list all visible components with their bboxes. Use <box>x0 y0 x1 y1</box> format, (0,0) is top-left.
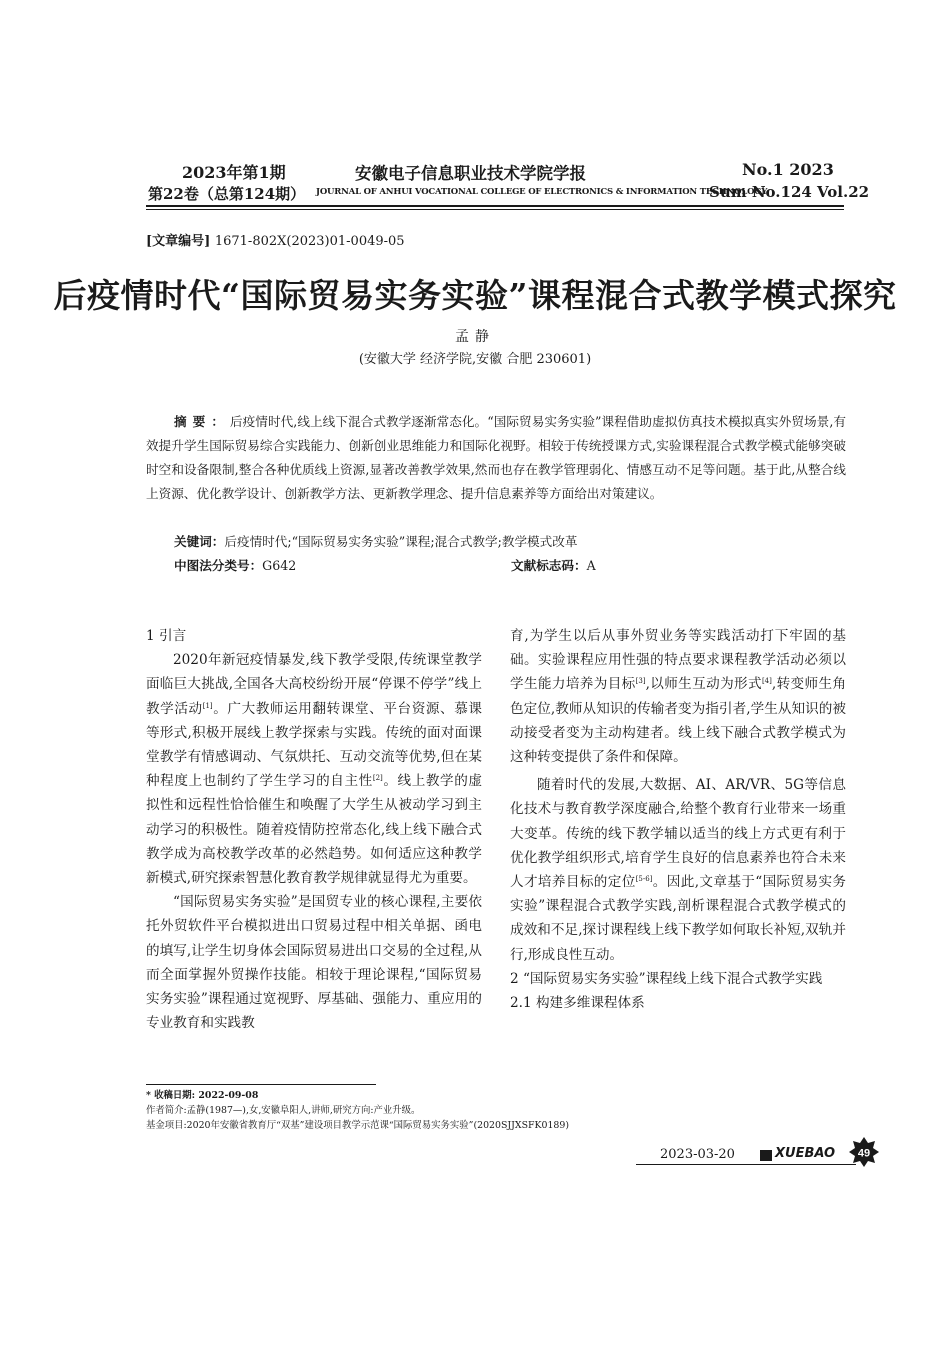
intro-paragraph-1: 2020年新冠疫情暴发,线下教学受限,传统课堂教学面临巨大挑战,全国各大高校纷纷开展“停课不停学”线上教学活动[1]。广大教师运用翻转课堂、平台资源、慕课等形式,积极开展线上教学探索与实践。传统的面对面课堂教学有情感调动、气氛烘托、互动交流等优势,但在某种程度上也制约了学生学习的自主性[2]。线上教学的虚拟性和远程性恰恰催生和唤醒了大学生从被动学习到主动学习的积极性。随着疫情防控常态化,线上线下融合式教学成为高校教学改革的必然趋势。如何适应这种教学新模式,研究探索智慧化教育教学规律就显得尤为重要。 <box>146 652 483 887</box>
author-affiliation: (安徽大学 经济学院,安徽 合肥 230601) <box>358 352 592 367</box>
abstract-text: 后疫情时代,线上线下混合式教学逐渐常态化。“国际贸易实务实验”课程借助虚拟仿真技术模拟真实外贸场景,有效提升学生国际贸易综合实践能力、创新创业思维能力和国际化视野。相较于传统授课方式,实验课程混合式教学模式能够突破时空和设备限制,整合各种优质线上资源,显著改善教学效果,然而也存在教学管理弱化、情感互动不足等问题。基于此,从整合线上资源、优化教学设计、创新教学方法、更新教学理念、提升信息素养等方面给出对策建议。 <box>146 414 847 501</box>
document-code <box>511 555 596 574</box>
fund-project: 基金项目:2020年安徽省教育厅“双基”建设项目教学示范课“国际贸易实务实验”(2020SJJXSFK0189) <box>146 1120 570 1131</box>
journal-title-en: JOURNAL OF ANHUI VOCATIONAL COLLEGE OF ELECTRONICS & INFORMATION TECHNOLOGY <box>316 187 768 197</box>
keywords-text: 后疫情时代;“国际贸易实务实验”课程;混合式教学;教学模式改革 <box>224 534 578 549</box>
page-number-badge <box>849 1137 879 1167</box>
footer-block-mark <box>760 1150 772 1161</box>
section-2-1-heading: 2.1 构建多维课程体系 <box>510 995 645 1012</box>
body-column-left <box>146 624 482 1035</box>
citation-4: [4] <box>761 677 772 686</box>
header-rule-thin <box>146 209 844 210</box>
issue-cn: 2023年第1期 <box>182 163 286 182</box>
doc-code-label: 文献标志码： <box>511 558 587 573</box>
issue-en: No.1 2023 <box>742 160 834 179</box>
citation-3: [3] <box>635 677 646 686</box>
volume-cn: 第22卷（总第124期） <box>148 185 306 203</box>
volume-en: Sum No.124 Vol.22 <box>709 183 870 201</box>
journal-title-cn: 安徽电子信息职业技术学院学报 <box>355 164 586 183</box>
header-rule-thick <box>146 205 844 207</box>
abstract-label: 摘要： <box>174 414 230 429</box>
citation-5-6: [5-6] <box>635 875 653 884</box>
intro-paragraph-2: “国际贸易实务实验”是国贸专业的核心课程,主要依托外贸软件平台模拟进出口贸易过程中相关单据、函电的填写,让学生切身体会国际贸易进出口交易的全过程,从而全面掌握外贸操作技能。相较于理论课程,“国际贸易实务实验”课程通过宽视野、厚基础、强能力、重应用的专业教育和实践教 <box>146 894 482 1032</box>
footer-brand: XUEBAO <box>775 1146 836 1161</box>
footer-date: 2023-03-20 <box>660 1147 735 1162</box>
keywords <box>146 531 846 553</box>
clc-value: G642 <box>262 558 297 573</box>
footnote-rule <box>146 1084 376 1085</box>
keywords-label: 关键词： <box>174 534 225 549</box>
article-number <box>146 230 405 249</box>
paper-title: 后疫情时代“国际贸易实务实验”课程混合式教学模式探究 <box>53 276 897 315</box>
clc-number <box>174 555 296 574</box>
author-name: 孟静 <box>455 329 495 345</box>
page-number: 49 <box>857 1147 871 1160</box>
footer-rule <box>636 1164 856 1165</box>
citation-1: [1] <box>202 701 213 710</box>
author-bio: 作者简介:孟静(1987—),女,安徽阜阳人,讲师,研究方向:产业升级。 <box>146 1105 421 1116</box>
clc-label: 中图法分类号： <box>174 558 263 573</box>
article-number-value: 1671-802X(2023)01-0049-05 <box>214 234 405 249</box>
received-date: * 收稿日期: 2022-09-08 <box>146 1090 259 1101</box>
body-column-right <box>510 624 846 1015</box>
section-2-heading: 2 “国际贸易实务实验”课程线上线下混合式教学实践 <box>510 970 823 987</box>
doc-code-value: A <box>586 558 596 573</box>
citation-2: [2] <box>372 774 383 783</box>
footnotes <box>146 1088 569 1133</box>
abstract <box>146 410 846 506</box>
intro-paragraph-3: 随着时代的发展,大数据、AI、AR/VR、5G等信息化技术与教育教学深度融合,给整个教育行业带来一场重大变革。传统的线下教学辅以适当的线上方式更有利于优化教学组织形式,培育学生良好的信息素养也符合未来人才培养目标的定位[5-6]。因此,文章基于“国际贸易实务实验”课程混合式教学实践,剖析课程混合式教学模式的成效和不足,探讨课程线上线下教学如何取长补短,双轨并行,形成良性互动。 <box>510 777 847 963</box>
section-1-heading: 1 引言 <box>146 628 187 644</box>
article-number-label: [文章编号] <box>146 234 211 249</box>
intro-paragraph-2-continued: 育,为学生以后从事外贸业务等实践活动打下牢固的基础。实验课程应用性强的特点要求课程教学活动必须以学生能力培养为目标[3],以师生互动为形式[4],转变师生角色定位,教师从知识的传输者变为指引者,学生从知识的被动接受者变为主动构建者。线上线下融合式教学模式为这种转变提供了条件和保障。 <box>510 628 846 766</box>
